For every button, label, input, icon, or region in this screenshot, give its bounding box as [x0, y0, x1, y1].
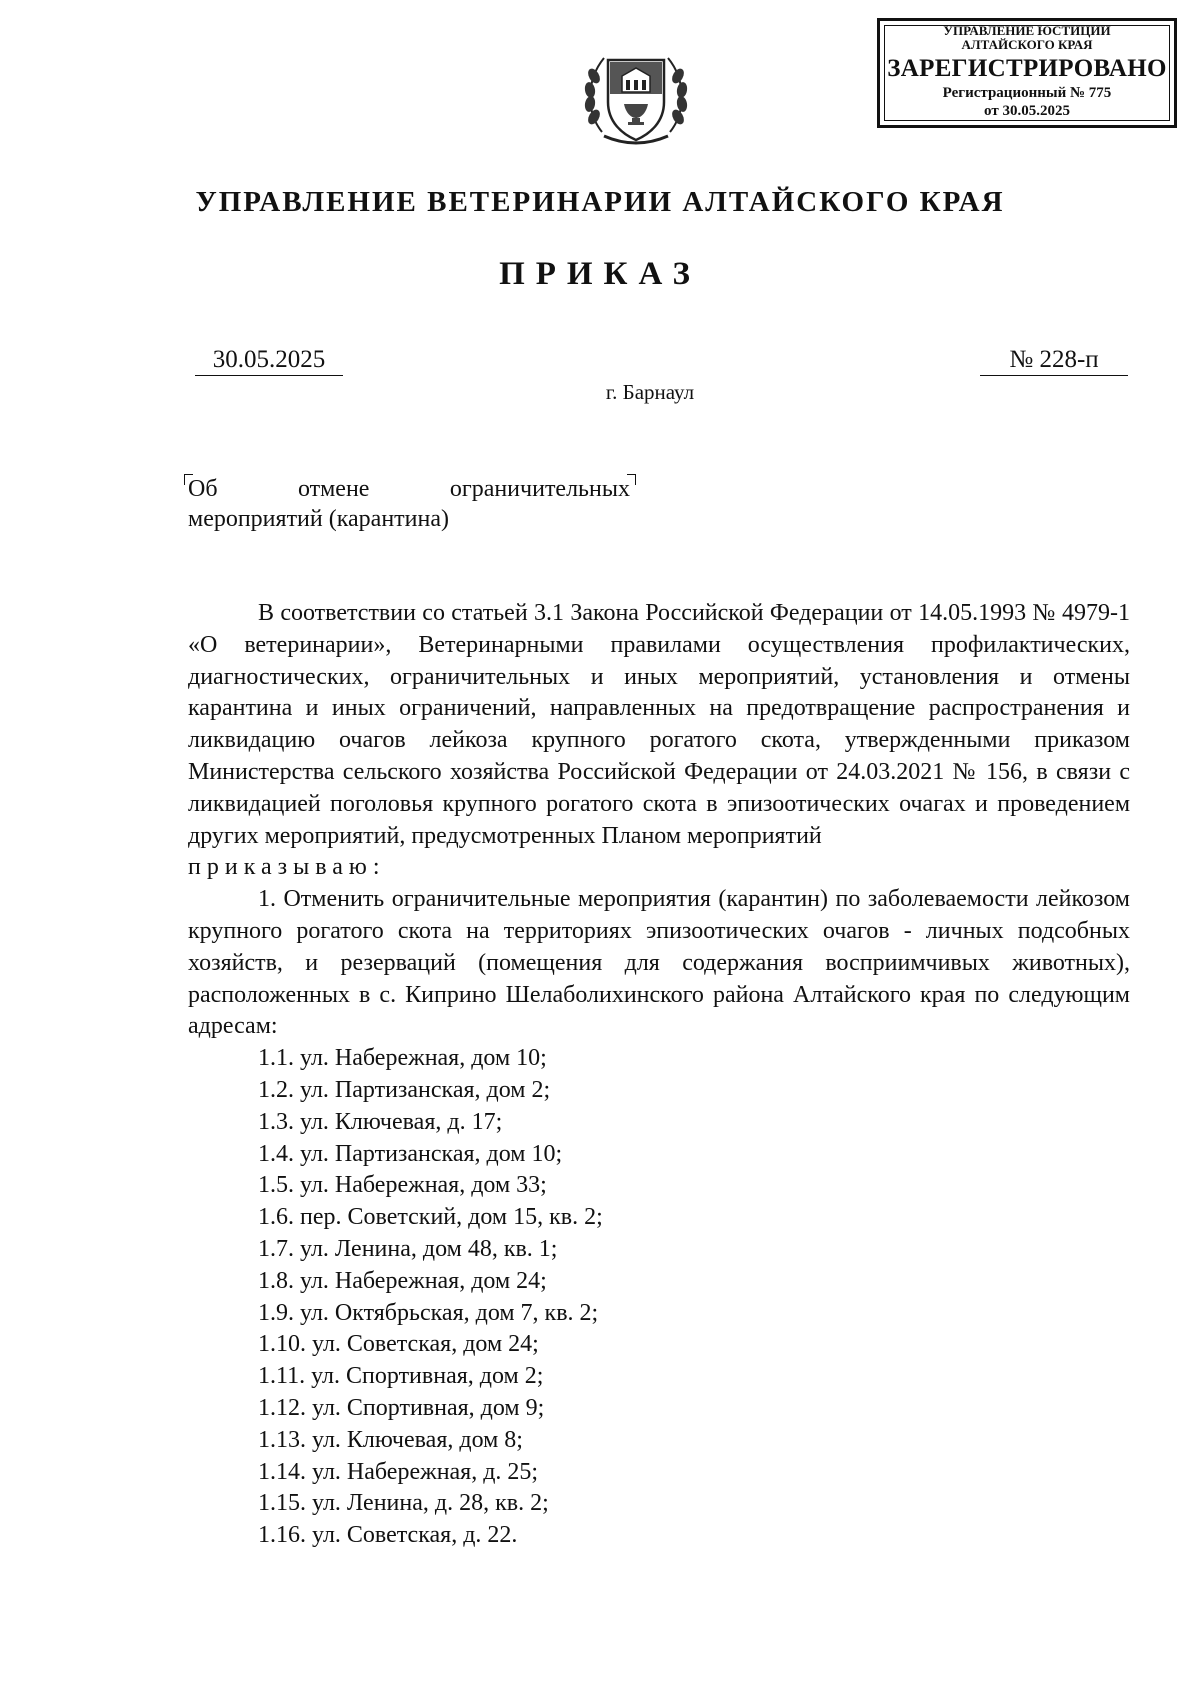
list-item: 1.9. ул. Октябрьская, дом 7, кв. 2;: [258, 1299, 599, 1326]
list-item: 1.16. ул. Советская, д. 22.: [258, 1522, 518, 1549]
list-item: 1.4. ул. Партизанская, дом 10;: [258, 1140, 563, 1167]
stamp-inner-border: [884, 25, 1170, 121]
altai-krai-coat-of-arms-icon: [580, 40, 692, 152]
document-type: ПРИКАЗ: [499, 256, 701, 292]
preamble-paragraph: В соответствии со статьей 3.1 Закона Российской Федерации от 14.05.1993 № 4979-1 «О ветеринарии», Ветеринарными правилами осуществления профилактических, диагностических, ограничительных и иных мероприятий, установления и отмены карантина и иных ограничений, направленных на предотвращение распространения и ликвидацию очагов лейкоза крупного рогатого скота, утвержденными приказом Министерства сельского хозяйства Российской Федерации от 24.03.2021 № 156, в связи с ликвидацией поголовья крупного рогатого скота в эпизоотических очагах и проведением других мероприятий, предусмотренных Планом мероприятий: [188, 600, 1130, 849]
subject-word1: Об: [188, 476, 218, 502]
stamp-status: ЗАРЕГИСТРИРОВАНО: [887, 55, 1167, 82]
subject-word2: отмене: [297, 476, 370, 502]
stamp-org-line2: АЛТАЙСКОГО КРАЯ: [961, 37, 1093, 52]
registration-stamp: [877, 18, 1177, 128]
organization-title: УПРАВЛЕНИЕ ВЕТЕРИНАРИИ АЛТАЙСКОГО КРАЯ: [195, 186, 1005, 218]
document-city: г. Барнаул: [605, 380, 695, 404]
document-body: [188, 598, 1130, 1552]
address-list: [188, 1043, 1130, 1552]
subject-line1: [188, 474, 630, 504]
list-item: 1.6. пер. Советский, дом 15, кв. 2;: [258, 1204, 603, 1231]
list-item: 1.5. ул. Набережная, дом 33;: [258, 1172, 547, 1199]
document-date: 30.05.2025: [195, 345, 343, 376]
list-item: 1.14. ул. Набережная, д. 25;: [258, 1458, 539, 1485]
stamp-reg-number: Регистрационный № 775: [942, 85, 1112, 101]
order-word: [188, 852, 1130, 884]
list-item: 1.15. ул. Ленина, д. 28, кв. 2;: [258, 1490, 549, 1517]
list-item: 1.13. ул. Ключевая, дом 8;: [258, 1426, 523, 1453]
list-item: 1.3. ул. Ключевая, д. 17;: [258, 1108, 503, 1135]
stamp-reg-date: от 30.05.2025: [984, 103, 1070, 119]
subject-left-bracket: [184, 474, 193, 485]
subject-line2: мероприятий (карантина): [188, 506, 449, 532]
list-item: 1.11. ул. Спортивная, дом 2;: [258, 1363, 544, 1390]
stamp-org-line1: УПРАВЛЕНИЕ ЮСТИЦИИ: [943, 23, 1111, 38]
document-number: № 228-п: [980, 345, 1128, 376]
list-item: 1.2. ул. Партизанская, дом 2;: [258, 1076, 551, 1103]
order-word-text: приказываю:: [188, 854, 386, 881]
document-subject: [188, 474, 630, 534]
subject-word3: ограничительных: [449, 476, 630, 502]
list-item: 1.1. ул. Набережная, дом 10;: [258, 1045, 547, 1072]
list-item: 1.12. ул. Спортивная, дом 9;: [258, 1394, 545, 1421]
list-item: 1.10. ул. Советская, дом 24;: [258, 1331, 539, 1358]
list-item: 1.8. ул. Набережная, дом 24;: [258, 1267, 547, 1294]
list-item: 1.7. ул. Ленина, дом 48, кв. 1;: [258, 1235, 558, 1262]
subject-right-bracket: [627, 474, 636, 485]
item-1-paragraph: 1. Отменить ограничительные мероприятия (карантин) по заболеваемости лейкозом крупного рогатого скота на территориях эпизоотических очагов - личных подсобных хозяйств, и резерваций (помещения для содержания восприимчивых животных), расположенных в с. Киприно Шелаболихинского района Алтайского края по следующим адресам:: [188, 886, 1130, 1040]
